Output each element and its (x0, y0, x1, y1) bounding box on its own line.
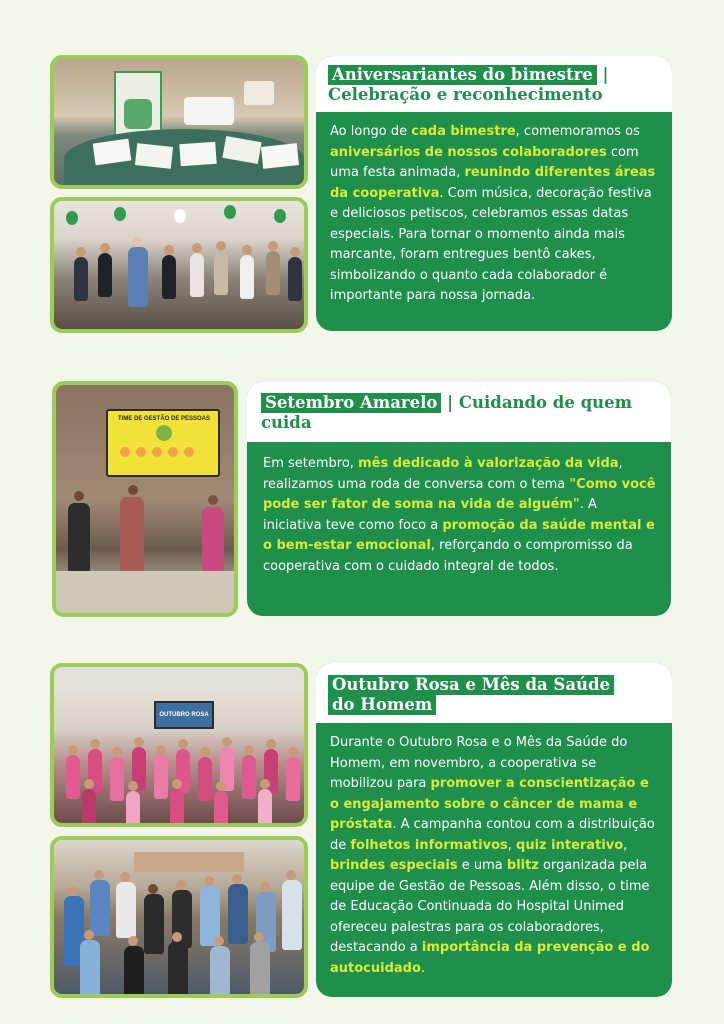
body-text: . Com música, decoração festiva e deliciosos petiscos, celebramos essas datas especiais. Para tornar o momento ainda mais marcante, foram entregues bentô cakes, simbolizando o quanto cada colaborador é importante para nossa jornada. (330, 185, 652, 303)
section-card-setembro-amarelo (247, 382, 671, 616)
body-text: , realizamos uma roda de conversa com o tema (263, 456, 623, 492)
body-text: . (420, 960, 426, 976)
photo-group-team (50, 836, 308, 998)
highlight-text: reunindo diferentes áreas da cooperativa (330, 165, 656, 201)
highlight-text: aniversários de nossos colaboradores (330, 144, 607, 160)
body-text: Em setembro, (263, 456, 359, 471)
highlight-text: folhetos informativos (350, 837, 508, 853)
photo-group-celebration (50, 197, 308, 333)
body-text: com uma festa animada, (330, 144, 639, 180)
body-text: , comemoramos os (515, 124, 640, 139)
highlight-text: "Como você pode ser fator de soma na vida de alguém" (263, 476, 656, 512)
highlight-text: mês dedicado à valorização da vida (358, 456, 619, 471)
section-title: Setembro Amarelo | Cuidando de quem cuida (261, 393, 633, 432)
highlight-text: cada bimestre (411, 124, 516, 139)
body-text: e uma (457, 858, 507, 873)
highlight-text: promoção da saúde mental e o bem-estar emocional (263, 517, 655, 553)
screen-caption: OUTUBRO ROSA (154, 701, 214, 729)
section-title: Aniversariantes do bimestre | Celebração e reconhecimento (328, 65, 609, 104)
screen-caption: TIME DE GESTÃO DE PESSOAS (117, 416, 210, 422)
section-body (316, 723, 672, 991)
highlight-text: promover a conscientização e o engajamento sobre o câncer de mama e próstata (330, 776, 649, 832)
section-body (316, 112, 672, 319)
photo-panel-conversation (52, 381, 238, 617)
body-text: , (507, 837, 517, 853)
highlight-text: blitz (506, 858, 539, 873)
highlight-text: importância da prevenção e do autocuidado (330, 940, 650, 976)
photo-gift-table (50, 55, 308, 189)
body-text: , (623, 837, 628, 853)
section-body (247, 442, 671, 589)
section-card-aniversariantes (316, 56, 672, 331)
body-text: organizada pela equipe de Gestão de Pessoas. Além disso, o time de Educação Continuada do Hospital Unimed ofereceu palestras para os colaboradores, destacando a (330, 858, 650, 955)
body-text: . A iniciativa teve como foco a (263, 497, 597, 533)
section-title: Outubro Rosa e Mês da Saúde do Homem (328, 675, 660, 715)
highlight-text: brindes especiais (330, 858, 458, 873)
body-text: Durante o Outubro Rosa e o Mês da Saúde do Homem, em novembro, a cooperativa se mobilizou para (330, 735, 628, 791)
body-text: . A campanha contou com a distribuição de (330, 817, 655, 853)
section-card-outubro-rosa (316, 663, 672, 997)
body-text: Ao longo de (330, 124, 412, 139)
highlight-text: quiz interativo (516, 837, 624, 853)
body-text: , reforçando o compromisso da cooperativa com o cuidado integral de todos. (263, 538, 633, 574)
photo-group-pink (50, 663, 308, 827)
